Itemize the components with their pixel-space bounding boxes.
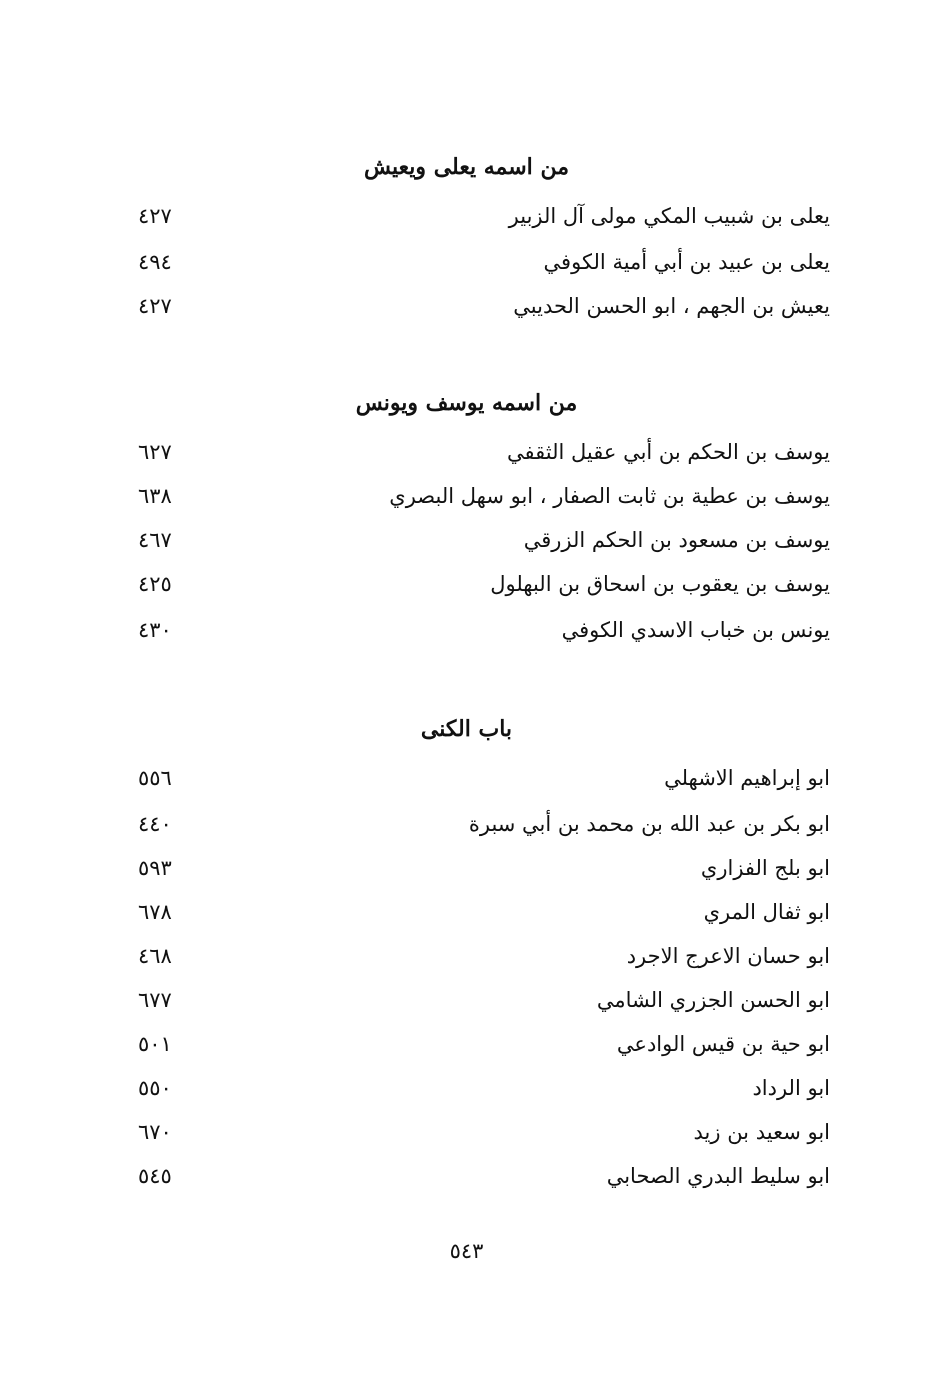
entry-page-number: ٤٤٠: [138, 812, 172, 836]
index-entry: [130, 478, 830, 514]
index-entry: [130, 612, 830, 648]
entry-page-number: ٦٢٧: [138, 440, 172, 464]
entry-page-number: ٦٧٧: [138, 988, 172, 1012]
index-entry: [130, 938, 830, 974]
entry-page-number: ٦٧٠: [138, 1120, 172, 1144]
entry-name: ابو الرداد: [752, 1076, 830, 1100]
entry-name: ابو الحسن الجزري الشامي: [596, 988, 830, 1012]
entry-name: يوسف بن مسعود بن الحكم الزرقي: [523, 528, 830, 552]
index-entry: [130, 894, 830, 930]
section-heading: من اسمه يوسف ويونس: [355, 390, 578, 416]
entry-name: يعلى بن عبيد بن أبي أمية الكوفي: [543, 250, 830, 274]
index-entry: [130, 522, 830, 558]
entry-page-number: ٦٧٨: [138, 900, 172, 924]
entry-name: يوسف بن عطية بن ثابت الصفار ، ابو سهل البصري: [389, 484, 830, 508]
entry-page-number: ٤٢٧: [138, 294, 172, 318]
entry-name: ابو سعيد بن زيد: [693, 1120, 830, 1144]
entry-name: يعلى بن شبيب المكي مولى آل الزبير: [508, 204, 830, 228]
index-entry: [130, 434, 830, 470]
index-entry: [130, 1158, 830, 1194]
entry-name: يونس بن خباب الاسدي الكوفي: [561, 618, 830, 642]
entry-name: يوسف بن يعقوب بن اسحاق بن البهلول: [490, 572, 830, 596]
entry-page-number: ٤٢٧: [138, 204, 172, 228]
index-entry: [130, 198, 830, 234]
index-entry: [130, 288, 830, 324]
entry-name: ابو بكر بن عبد الله بن محمد بن أبي سبرة: [468, 812, 830, 836]
entry-page-number: ٥٤٥: [138, 1164, 172, 1188]
index-entry: [130, 982, 830, 1018]
entry-page-number: ٤٦٨: [138, 944, 172, 968]
entry-page-number: ٤٦٧: [138, 528, 172, 552]
entry-name: يعيش بن الجهم ، ابو الحسن الحديبي: [513, 294, 830, 318]
index-entry: [130, 1026, 830, 1062]
entry-name: ابو سليط البدري الصحابي: [606, 1164, 830, 1188]
index-entry: [130, 850, 830, 886]
page-number: ٥٤٣: [449, 1239, 484, 1263]
entry-page-number: ٥٥٠: [138, 1076, 172, 1100]
entry-page-number: ٥٩٣: [138, 856, 172, 880]
entry-name: ابو بلج الفزاري: [700, 856, 830, 880]
section-heading: باب الكنى: [420, 716, 513, 742]
entry-page-number: ٥٥٦: [138, 766, 172, 790]
entry-name: ابو حية بن قيس الوادعي: [616, 1032, 830, 1056]
entry-page-number: ٤٩٤: [138, 250, 172, 274]
entry-page-number: ٤٢٥: [138, 572, 172, 596]
entry-page-number: ٥٠١: [138, 1032, 172, 1056]
index-entry: [130, 806, 830, 842]
index-entry: [130, 244, 830, 280]
entry-page-number: ٤٣٠: [138, 618, 172, 642]
entry-name: ابو ثفال المري: [703, 900, 830, 924]
entry-name: ابو إبراهيم الاشهلي: [664, 766, 830, 790]
index-entry: [130, 1114, 830, 1150]
entry-name: يوسف بن الحكم بن أبي عقيل الثقفي: [507, 440, 830, 464]
entry-name: ابو حسان الاعرج الاجرد: [626, 944, 830, 968]
entry-page-number: ٦٣٨: [138, 484, 172, 508]
index-entry: [130, 566, 830, 602]
index-entry: [130, 760, 830, 796]
section-heading: من اسمه يعلى ويعيش: [364, 154, 569, 180]
index-entry: [130, 1070, 830, 1106]
